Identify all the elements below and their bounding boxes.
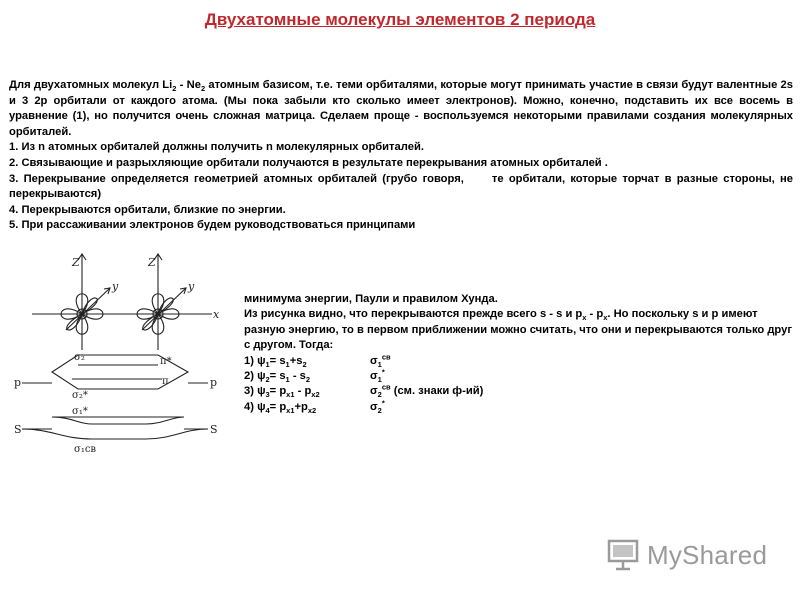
page-title: Двухатомные молекулы элементов 2 периода: [204, 10, 596, 29]
equation-orbital: $\sigma_1^*$: [370, 367, 385, 385]
explanation-text: [244, 292, 794, 415]
rule-1: 1. Из n атомных орбиталей должны получить n молекулярных орбиталей.: [9, 141, 424, 154]
equation-row: [244, 384, 794, 399]
axis-z-label-right: Z: [148, 256, 156, 269]
label-s-right: S: [210, 423, 218, 436]
equation-orbital: $\sigma_2^{св}$ (см. знаки ф-ий): [370, 382, 484, 400]
logo-text: MyShared: [647, 539, 768, 570]
equation-row: [244, 351, 794, 369]
label-sigma1-cv: σ₁св: [74, 444, 97, 455]
axis-y-label-left: y: [112, 280, 119, 293]
myshared-logo: [605, 535, 767, 575]
equation-orbital: $\sigma_1^{св}$: [370, 351, 391, 369]
rule-4: 4. Перекрываются орбитали, близкие по энергии.: [9, 203, 286, 216]
label-sigma2-star: σ₂*: [72, 390, 88, 401]
rule-2: 2. Связывающие и разрыхляющие орбитали получаются в результате перекрывания атомных орбиталей .: [9, 156, 608, 169]
line-hund: минимума энергии, Паули и правилом Хунда.: [244, 293, 498, 305]
intro-paragraph: Для двухатомных молекул $Li_2 - Ne_2$ атомным базисом, т.е. теми орбиталями, которые могут принимать участие в связи будут валентные 2s и 3 2p орбитали от каждого атома. (Мы пока забыли кто сколько имеет электронов). Можно, конечно, подставить их все восемь в уравнение (1), но получится очень сложная матрица. Сделаем проще - воспользуемся некоторыми правилами создания молекулярных орбиталей.: [9, 79, 793, 138]
label-sigma1-star: σ₁*: [72, 406, 88, 417]
s-orbital-mo-levels: [22, 417, 208, 439]
axis-x-label: x: [213, 308, 220, 321]
label-p-right: p: [210, 376, 218, 389]
label-s-left: S: [14, 423, 22, 436]
equation-formula: 2) $\psi_2= s_1 - s_2$: [244, 370, 311, 385]
equation-orbital: $\sigma_2^*$: [370, 398, 385, 416]
axis-z-label-left: Z: [72, 256, 80, 269]
label-pi-star: π*: [160, 356, 172, 367]
intro-text: [9, 78, 793, 234]
equation-list: [244, 351, 794, 416]
presentation-icon: [605, 537, 641, 573]
label-pi: π: [162, 376, 169, 387]
equation-row: [244, 400, 794, 415]
p-orbital-mo-levels: [22, 355, 208, 389]
rule-5: 5. При рассаживании электронов будем руководствоваться принципами: [9, 219, 416, 232]
equation-row: [244, 369, 794, 384]
label-p-left: p: [14, 376, 22, 389]
overlap-paragraph: Из рисунка видно, что перекрываются прежде всего s - s и $p_x - p_x$. Но поскольку s и р имеют разную энергию, то в первом приближении можно считать, что они и перекрываются только друг с другом. Тогда:: [244, 308, 793, 352]
orbital-diagram: [12, 252, 224, 464]
label-sigma2: σ₂: [74, 352, 85, 363]
equation-formula: 1) $\psi_1= s_1+s_2$: [244, 354, 307, 369]
rule-3: 3. Перекрывание определяется геометрией атомных орбиталей (грубо говоря, те орбитали, которые торчат в разные стороны, не перекрываются): [9, 172, 793, 201]
equation-formula: 4) $\psi_4= p_{x1}+p_{x2}$: [244, 400, 317, 416]
equation-formula: 3) $\psi_3= p_{x1} - p_{x2}$: [244, 385, 320, 400]
right-atom-orbitals: [112, 254, 212, 350]
axis-y-label-right: y: [188, 280, 195, 293]
